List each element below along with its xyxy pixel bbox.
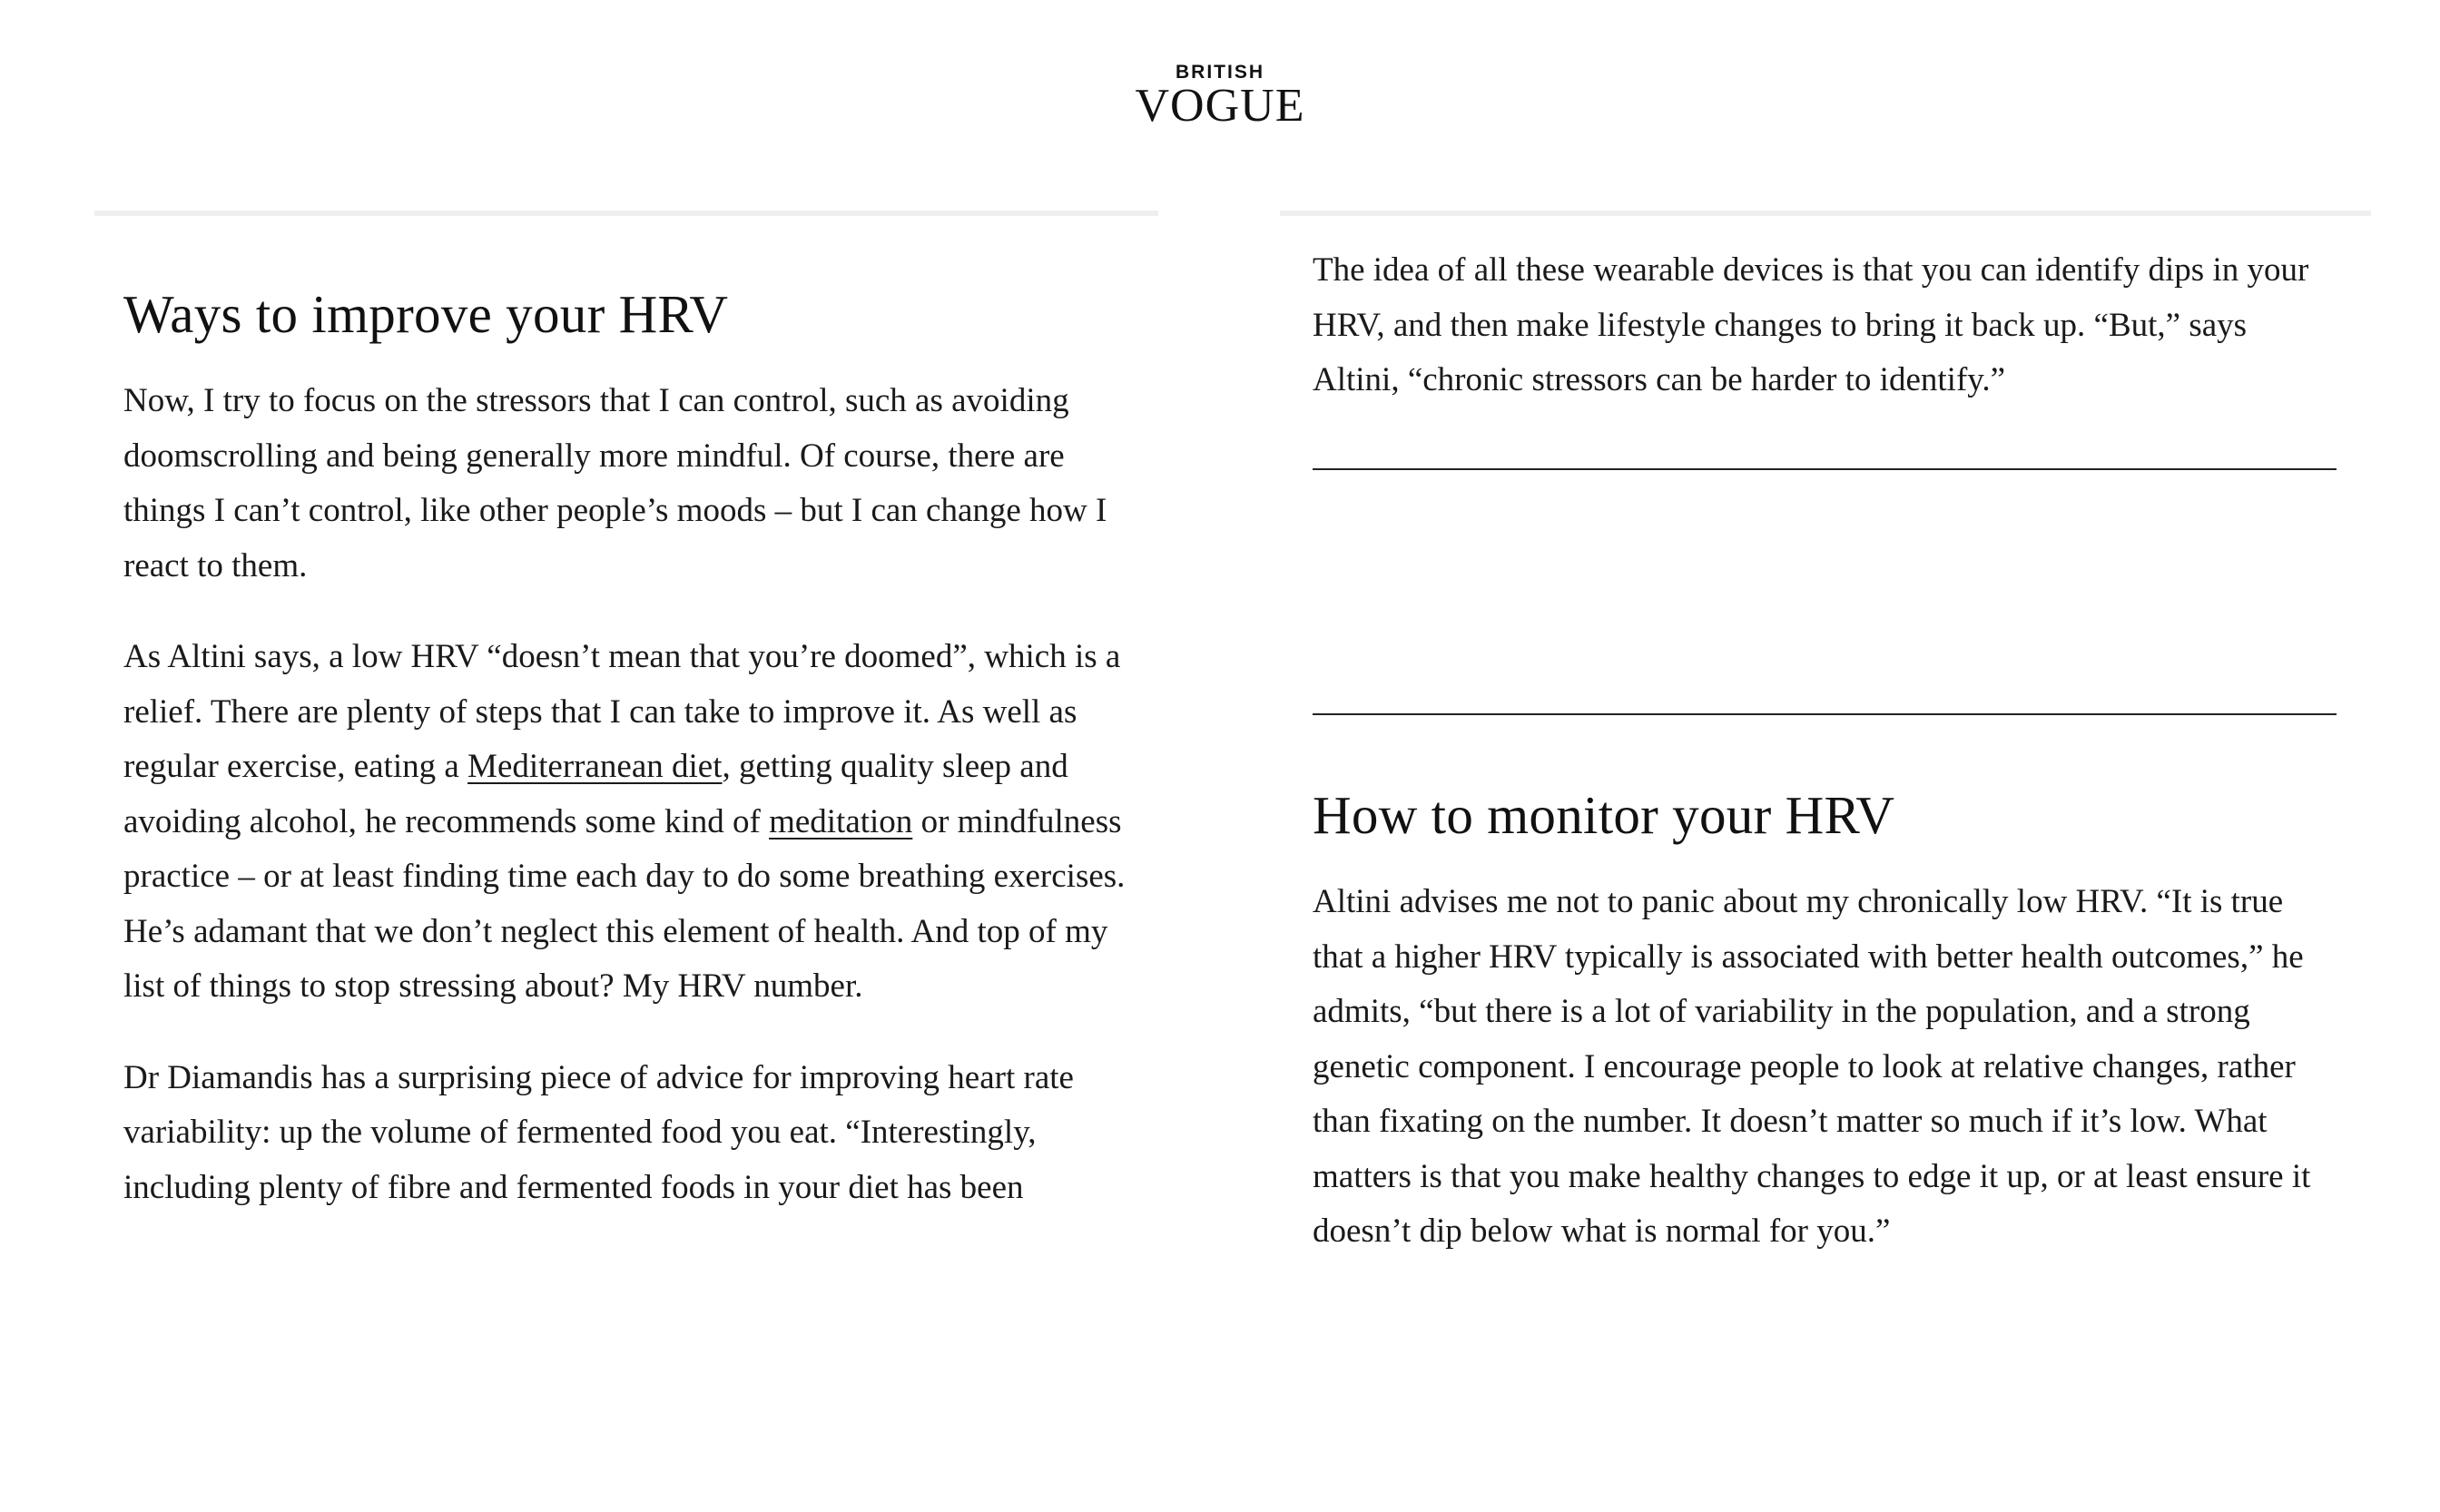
brand-logo[interactable]: VOGUE (1135, 80, 1305, 132)
left-article-body (123, 281, 1149, 1252)
text-segment: As Altini says, a low HRV “doesn’t mean that you’re doomed”, which is a relief. There are plenty of steps that I can take to improve it. As well as regular exercise, eating a (123, 638, 1121, 785)
paragraph-altini-monitor: Altini advises me not to panic about my chronically low HRV. “It is true that a higher HRV typically is associated with better health outcomes,” he admits, “but there is a lot of variability in the population, and a strong genetic component. I encourage people to look at relative changes, rather than fixating on the number. It doesn’t matter so much if it’s low. What matters is that you make healthy changes to edge it up, or at least ensure it doesn’t dip below what is normal for you.” (1313, 883, 2311, 1250)
link-meditation[interactable]: meditation (769, 802, 913, 840)
text-segment: , getting quality sleep and avoiding alcohol, he recommends some kind of (123, 748, 1068, 840)
paragraph-altini-advice (123, 630, 1149, 1015)
section-heading-improve-hrv: Ways to improve your HRV (123, 284, 729, 344)
divider-top (1313, 468, 2337, 470)
left-column (94, 211, 1158, 1206)
masthead[interactable] (0, 62, 2440, 132)
divider-bottom (1313, 713, 2337, 715)
text-segment: or mindfulness practice – or at least finding time each day to do some breathing exercises. He’s adamant that we don’t neglect this element of health. And top of my list of things to stop stressing about? My HRV number. (123, 802, 1126, 1005)
brand-subtitle: BRITISH (1176, 62, 1264, 83)
paragraph-wearables: The idea of all these wearable devices is that you can identify dips in your HRV, and then make lifestyle changes to bring it back up. “But,” says Altini, “chronic stressors can be harder to identify.” (1313, 251, 2309, 398)
right-column (1280, 211, 2371, 1250)
link-mediterranean-diet[interactable]: Mediterranean diet (467, 748, 723, 785)
paragraph-diamandis: Dr Diamandis has a surprising piece of advice for improving heart rate variability: up the volume of fermented food you eat. “Interestingly, including plenty of fibre and fermented foods in your diet has been (123, 1058, 1074, 1206)
paragraph-stressors: Now, I try to focus on the stressors that I can control, such as avoiding doomscrolling and being generally more mindful. Of course, there are things I can’t control, like other people’s moods – but I can change how I react to them. (123, 382, 1107, 584)
right-article-intro (1313, 243, 2338, 445)
right-article-body (1313, 782, 2338, 1296)
section-heading-monitor-hrv: How to monitor your HRV (1313, 785, 1895, 845)
